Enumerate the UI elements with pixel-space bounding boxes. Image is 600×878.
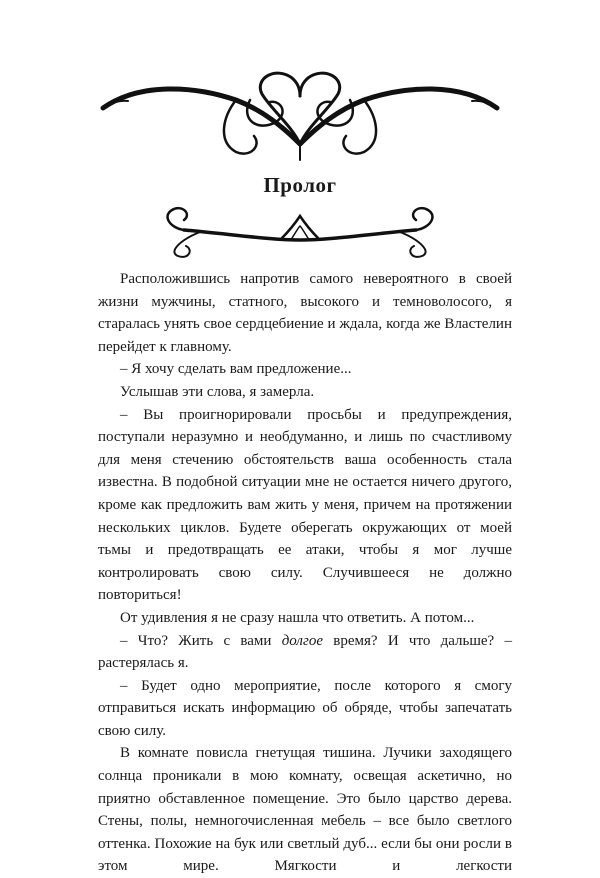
dialogue-text: – Что? Жить с вами	[120, 632, 282, 649]
paragraph: Расположившись напротив самого невероятного в своей жизни мужчины, статного, высокого и темноволосого, я старалась унять свое сердцебиение и ждала, когда же Властелин перейдет к главному.	[98, 271, 512, 355]
paragraph: – Я хочу сделать вам предложение...	[120, 361, 352, 378]
chapter-body	[98, 268, 512, 878]
chapter-title: Пролог	[263, 173, 337, 197]
emphasized-word: долгое	[281, 632, 323, 649]
paragraph: В комнате повисла гнетущая тишина. Лучики заходящего солнца проникали в мою комнату, освещая аскетично, но приятно обставленное помещение. Это было царство дерева. Стены, полы, немногочисленная мебель – все было светлого оттенка. Похожие на бук или светлый дуб... если бы они росли в этом мире. Мягкости и легкости	[98, 745, 512, 875]
paragraph: Услышав эти слова, я замерла.	[120, 383, 315, 400]
paragraph	[98, 630, 512, 675]
dialogue-text: время? И что дальше? – растерялась я.	[98, 632, 512, 672]
paragraph: – Вы проигнорировали просьбы и предупреждения, поступали неразумно и необдуманно, и лишь по счастливому для меня стечению обстоятельств ваша особенность стала известна. В подобной ситуации мне не остается ничего другого, кроме как предложить вам жить у меня, причем на протяжении нескольких циклов. Будете оберегать окружающих от моей тьмы и предотвращать ее атаки, чтобы я мог лучше контролировать свою силу. Случившееся не должно повториться!	[98, 406, 512, 604]
paragraph: – Будет одно мероприятие, после которого я смогу отправиться искать информацию об обряде, чтобы запечатать свою силу.	[98, 677, 512, 739]
paragraph: От удивления я не сразу нашла что ответить. А потом...	[120, 609, 475, 626]
heart-flourish-ornament	[0, 60, 600, 170]
scroll-divider-ornament	[0, 200, 600, 260]
